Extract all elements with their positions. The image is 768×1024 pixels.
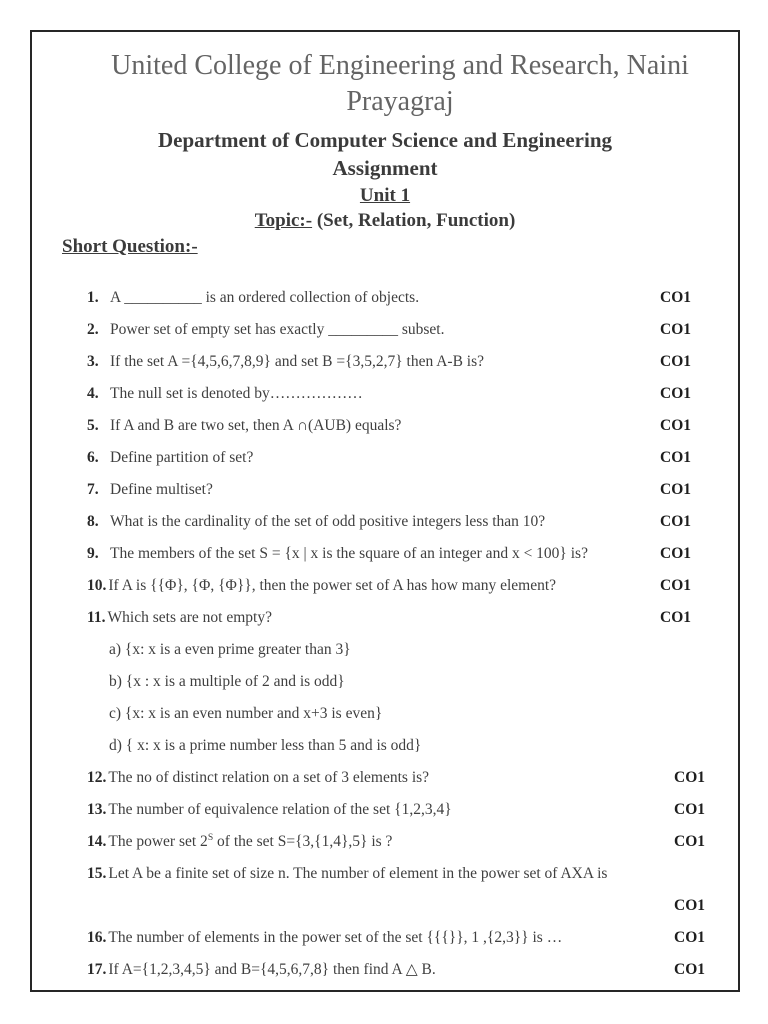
- question-number: 10.: [87, 576, 107, 594]
- question-number: 6.: [87, 448, 99, 466]
- question-row: [87, 448, 705, 480]
- question-text: The power set $2^S$ of the set S={3,{1,4},5} is ?: [108, 831, 393, 850]
- question-row: [87, 768, 705, 800]
- question-row: [87, 864, 705, 896]
- question-main: [87, 416, 650, 436]
- question-main: [87, 608, 650, 628]
- section-heading-label: Short Question:-: [62, 235, 198, 257]
- question-number: 3.: [87, 352, 99, 370]
- question-main: [87, 800, 664, 820]
- course-outcome-label: CO1: [660, 352, 691, 370]
- question-number: 8.: [87, 512, 99, 530]
- section-heading: [62, 236, 738, 258]
- course-outcome-label: CO1: [660, 544, 691, 562]
- question-number: 4.: [87, 384, 99, 402]
- question-number: 17.: [87, 960, 107, 978]
- document-page: [30, 30, 740, 992]
- question-number: 2.: [87, 320, 99, 338]
- course-outcome-label: CO1: [660, 512, 691, 530]
- question-row: [87, 576, 705, 608]
- question-option: b) {x : x is a multiple of 2 and is odd}: [109, 672, 345, 690]
- question-text: Let A be a finite set of size n. The number of element in the power set of AXA is: [108, 864, 608, 882]
- question-main: [87, 960, 664, 980]
- course-outcome-label: CO1: [660, 576, 691, 594]
- question-list: [62, 288, 738, 992]
- question-option: c) {x: x is an even number and x+3 is even}: [109, 704, 383, 722]
- course-outcome-label: CO1: [660, 384, 691, 402]
- course-outcome-label: CO1: [660, 288, 691, 306]
- question-row: [87, 960, 705, 992]
- question-main: [87, 480, 650, 500]
- question-number: 16.: [87, 928, 107, 946]
- course-outcome-label: CO1: [660, 480, 691, 498]
- question-row: [87, 416, 705, 448]
- question-row: [87, 928, 705, 960]
- question-number: 15.: [87, 864, 107, 882]
- question-main: [87, 928, 664, 948]
- topic-heading: [62, 210, 738, 232]
- question-number: 5.: [87, 416, 99, 434]
- course-outcome-label: CO1: [660, 320, 691, 338]
- question-main: [87, 864, 705, 884]
- question-row: [87, 288, 705, 320]
- question-text: If A and B are two set, then A ∩(AUB) equals?: [110, 416, 402, 434]
- course-outcome-label: CO1: [674, 896, 705, 914]
- question-main: [87, 832, 664, 852]
- question-text: If A={1,2,3,4,5} and B={4,5,6,7,8} then find A △ B.: [108, 960, 436, 978]
- question-text: If the set A ={4,5,6,7,8,9} and set B ={3,5,2,7} then A-B is?: [110, 352, 485, 370]
- unit-label: Unit 1: [359, 184, 411, 206]
- question-row: [87, 544, 705, 576]
- question-text: Which sets are not empty?: [107, 608, 272, 626]
- question-co-row: [87, 896, 705, 928]
- question-text: What is the cardinality of the set of odd positive integers less than 10?: [110, 512, 546, 530]
- question-main: [87, 768, 664, 788]
- assignment-title: Assignment: [332, 155, 438, 180]
- question-text: The members of the set S = {x | x is the square of an integer and x < 100} is?: [110, 544, 588, 562]
- question-row: [87, 832, 705, 864]
- question-row: [87, 512, 705, 544]
- course-outcome-label: CO1: [660, 608, 691, 626]
- topic-label: Topic:-: [254, 209, 313, 231]
- question-number: 13.: [87, 800, 107, 818]
- department-title: Department of Computer Science and Engineering: [158, 127, 612, 152]
- question-number: 14.: [87, 832, 107, 850]
- question-main: [87, 288, 650, 308]
- question-row: [87, 800, 705, 832]
- question-row: [87, 480, 705, 512]
- question-text: The no of distinct relation on a set of 3 elements is?: [108, 768, 430, 786]
- course-outcome-label: CO1: [674, 800, 705, 818]
- question-text: Power set of empty set has exactly _________ subset.: [110, 320, 445, 338]
- question-main: [87, 384, 650, 404]
- question-text: If A is {{Φ}, {Φ, {Φ}}, then the power set of A has how many element?: [108, 576, 557, 594]
- college-title: United College of Engineering and Research, Naini Prayagraj: [111, 50, 689, 118]
- question-number: 7.: [87, 480, 99, 498]
- question-text: Define multiset?: [110, 480, 213, 498]
- course-outcome-label: CO1: [674, 768, 705, 786]
- question-number: 9.: [87, 544, 99, 562]
- question-option: a) {x: x is a even prime greater than 3}: [109, 640, 351, 658]
- question-main: [87, 576, 650, 596]
- topic-text: (Set, Relation, Function): [316, 209, 516, 231]
- question-number: 1.: [87, 288, 99, 306]
- question-text: Define partition of set?: [110, 448, 254, 466]
- question-row: [87, 352, 705, 384]
- question-main: [87, 352, 650, 372]
- question-text: The number of equivalence relation of the set {1,2,3,4}: [108, 800, 452, 818]
- question-number: 11.: [87, 608, 106, 626]
- question-row: [87, 384, 705, 416]
- question-text: The number of elements in the power set of the set {{{}}, 1 ,{2,3}} is …: [108, 928, 563, 946]
- course-outcome-label: CO1: [660, 448, 691, 466]
- question-main: [87, 448, 650, 468]
- question-main: [87, 544, 650, 564]
- course-outcome-label: CO1: [674, 928, 705, 946]
- course-outcome-label: CO1: [660, 416, 691, 434]
- course-outcome-label: CO1: [674, 832, 705, 850]
- course-outcome-label: CO1: [674, 960, 705, 978]
- question-text: A __________ is an ordered collection of objects.: [110, 288, 420, 306]
- question-number: 12.: [87, 768, 107, 786]
- question-row: [87, 320, 705, 352]
- question-text: The null set is denoted by………………: [110, 384, 363, 402]
- question-main: [87, 512, 650, 532]
- question-option: d) { x: x is a prime number less than 5 and is odd}: [109, 736, 422, 754]
- unit-heading: [62, 185, 738, 207]
- question-row: [87, 608, 705, 640]
- question-main: [87, 320, 650, 340]
